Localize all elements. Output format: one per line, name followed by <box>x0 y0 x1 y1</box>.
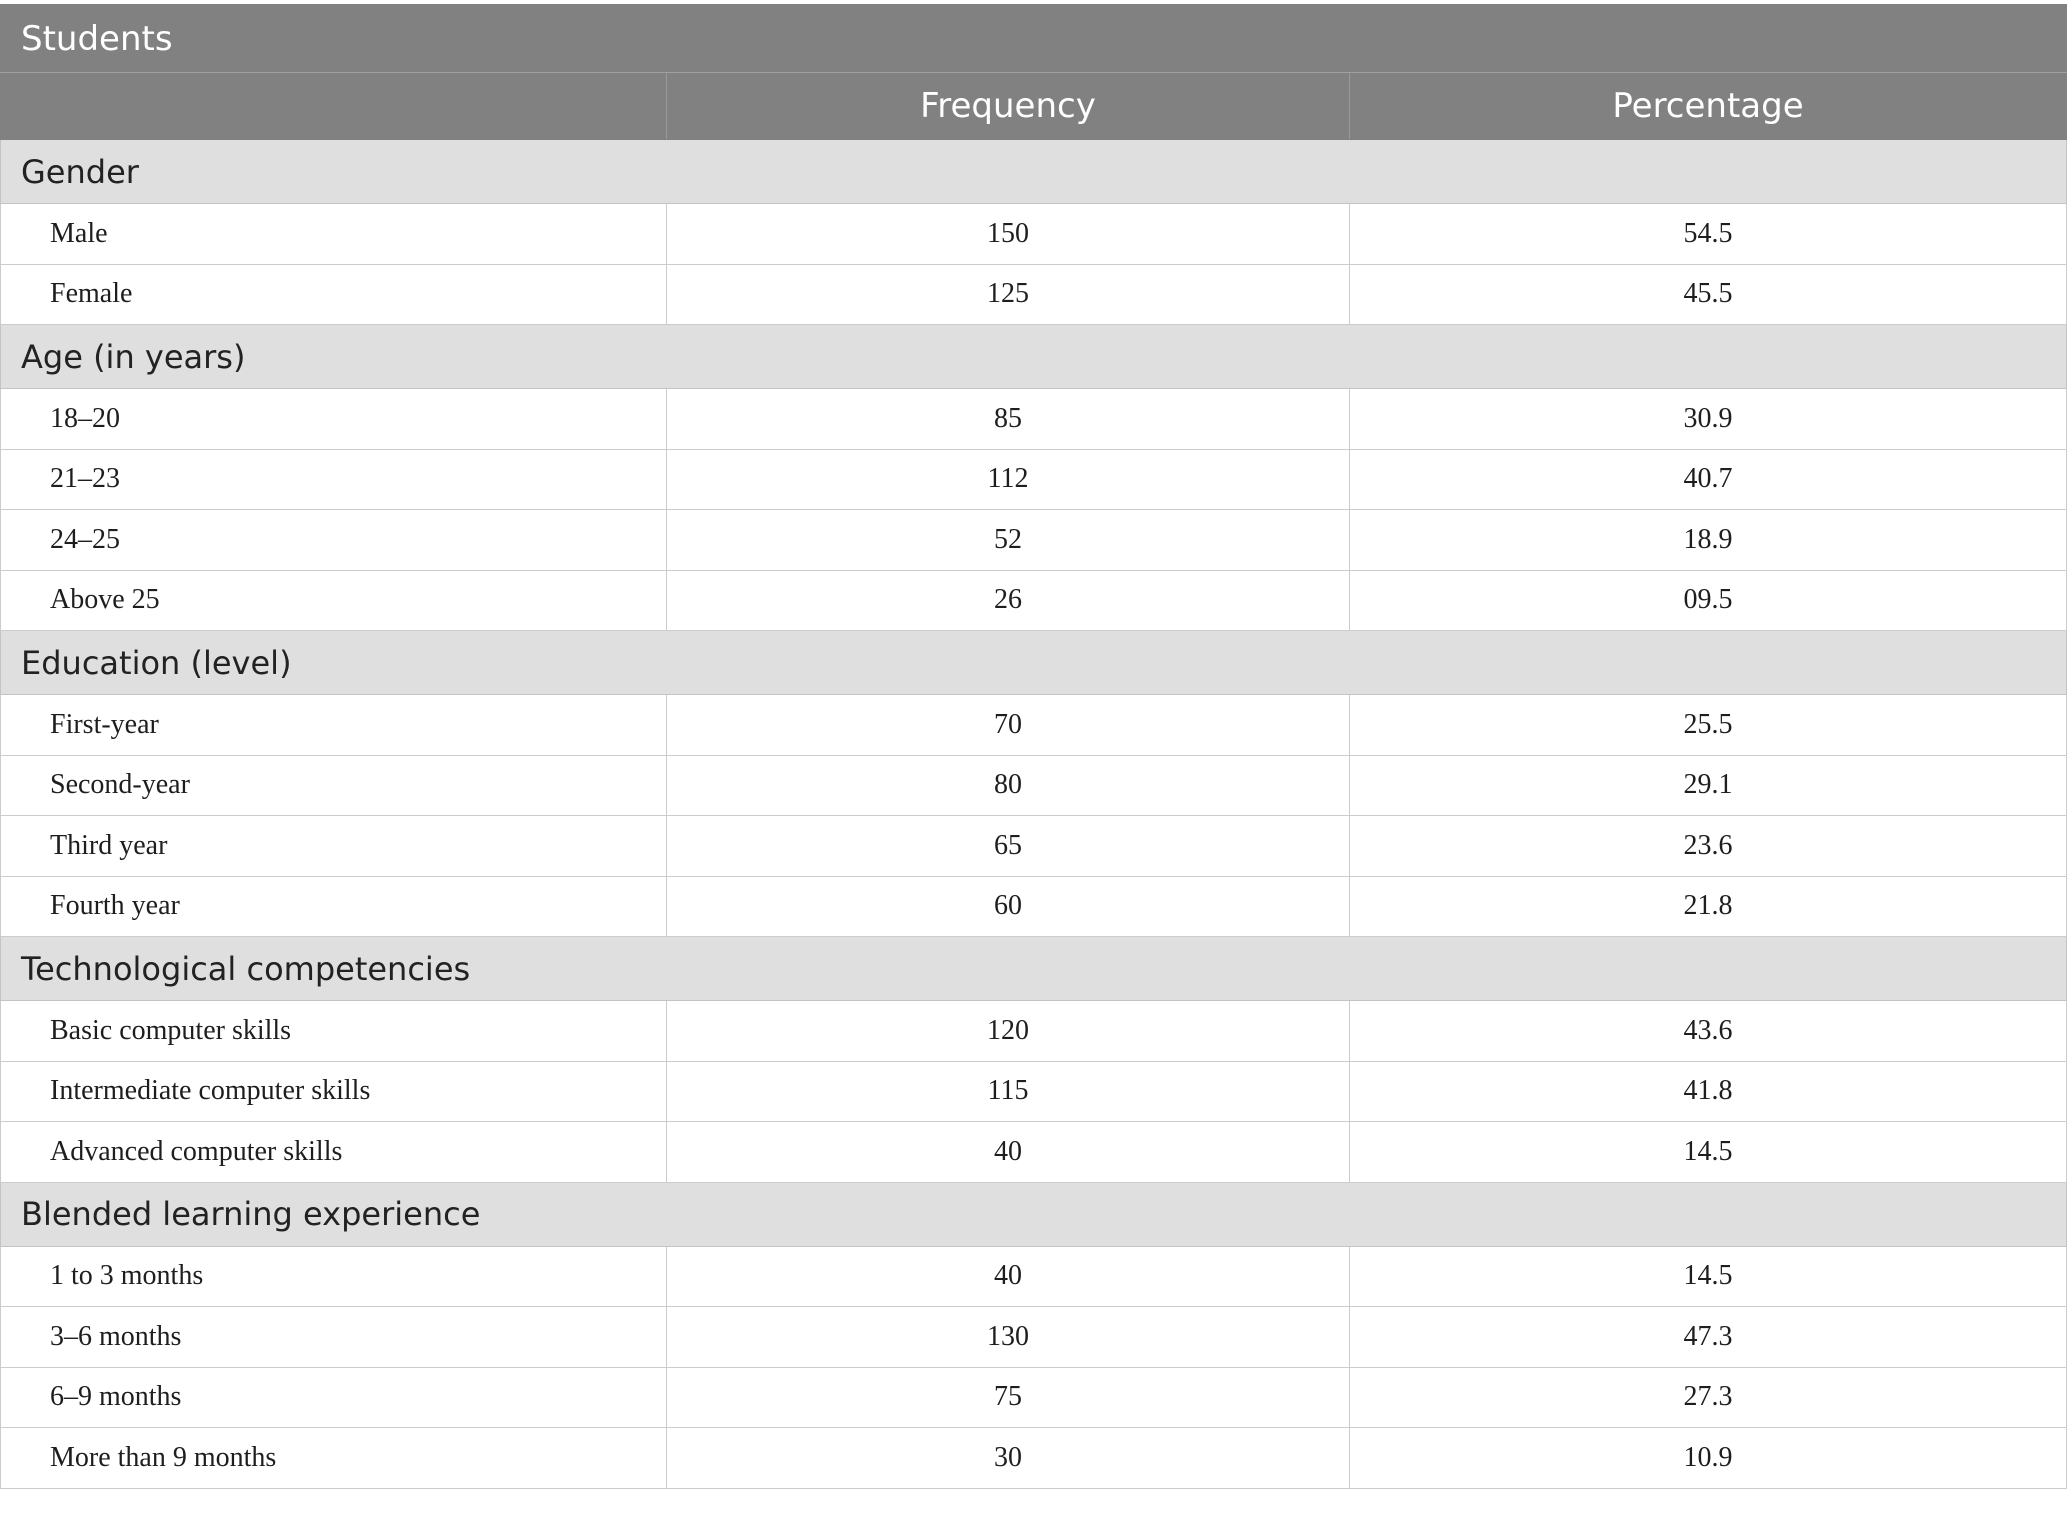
section-header-row <box>1 631 2067 695</box>
table-row <box>1 204 2067 265</box>
row-percentage: 09.5 <box>1350 570 2067 631</box>
table-row <box>1 449 2067 510</box>
table-row <box>1 1122 2067 1183</box>
row-label: Above 25 <box>1 570 667 631</box>
row-percentage: 45.5 <box>1350 264 2067 325</box>
row-frequency: 65 <box>667 816 1350 877</box>
row-label: Fourth year <box>1 876 667 937</box>
row-percentage: 18.9 <box>1350 510 2067 571</box>
row-label: Basic computer skills <box>1 1001 667 1062</box>
table-row <box>1 570 2067 631</box>
row-label: First-year <box>1 695 667 756</box>
row-percentage: 14.5 <box>1350 1246 2067 1307</box>
row-label: 24–25 <box>1 510 667 571</box>
row-label: Third year <box>1 816 667 877</box>
demographics-table <box>0 4 2067 1489</box>
row-percentage: 43.6 <box>1350 1001 2067 1062</box>
row-frequency: 130 <box>667 1307 1350 1368</box>
table-row <box>1 264 2067 325</box>
row-label: More than 9 months <box>1 1428 667 1489</box>
row-frequency: 150 <box>667 204 1350 265</box>
table-row <box>1 695 2067 756</box>
row-frequency: 60 <box>667 876 1350 937</box>
row-label: Second-year <box>1 755 667 816</box>
row-label: 3–6 months <box>1 1307 667 1368</box>
table-title: Students <box>1 5 2067 73</box>
table-row <box>1 1428 2067 1489</box>
row-label: Male <box>1 204 667 265</box>
row-percentage: 30.9 <box>1350 389 2067 450</box>
row-label: 18–20 <box>1 389 667 450</box>
row-percentage: 23.6 <box>1350 816 2067 877</box>
section-header-row <box>1 937 2067 1001</box>
row-frequency: 85 <box>667 389 1350 450</box>
section-header-row <box>1 1182 2067 1246</box>
section-heading: Gender <box>1 140 2067 204</box>
row-percentage: 10.9 <box>1350 1428 2067 1489</box>
row-frequency: 80 <box>667 755 1350 816</box>
row-frequency: 26 <box>667 570 1350 631</box>
column-header-row <box>1 73 2067 140</box>
column-header-frequency: Frequency <box>667 73 1350 140</box>
section-heading: Age (in years) <box>1 325 2067 389</box>
row-frequency: 120 <box>667 1001 1350 1062</box>
row-percentage: 47.3 <box>1350 1307 2067 1368</box>
section-header-row <box>1 325 2067 389</box>
table-row <box>1 510 2067 571</box>
row-frequency: 40 <box>667 1246 1350 1307</box>
row-frequency: 52 <box>667 510 1350 571</box>
row-percentage: 25.5 <box>1350 695 2067 756</box>
row-label: Intermediate computer skills <box>1 1061 667 1122</box>
section-header-row <box>1 140 2067 204</box>
row-frequency: 40 <box>667 1122 1350 1183</box>
table-row <box>1 1307 2067 1368</box>
column-header-percentage: Percentage <box>1350 73 2067 140</box>
row-label: Advanced computer skills <box>1 1122 667 1183</box>
row-frequency: 30 <box>667 1428 1350 1489</box>
row-percentage: 41.8 <box>1350 1061 2067 1122</box>
row-frequency: 115 <box>667 1061 1350 1122</box>
row-frequency: 75 <box>667 1367 1350 1428</box>
table-row <box>1 816 2067 877</box>
table-row <box>1 876 2067 937</box>
table-row <box>1 755 2067 816</box>
row-label: 6–9 months <box>1 1367 667 1428</box>
table-row <box>1 1001 2067 1062</box>
table-row <box>1 389 2067 450</box>
section-heading: Technological competencies <box>1 937 2067 1001</box>
table-title-row <box>1 5 2067 73</box>
row-percentage: 29.1 <box>1350 755 2067 816</box>
row-percentage: 21.8 <box>1350 876 2067 937</box>
table-row <box>1 1061 2067 1122</box>
table-row <box>1 1367 2067 1428</box>
row-label: 1 to 3 months <box>1 1246 667 1307</box>
row-frequency: 112 <box>667 449 1350 510</box>
row-percentage: 54.5 <box>1350 204 2067 265</box>
row-label: Female <box>1 264 667 325</box>
row-frequency: 125 <box>667 264 1350 325</box>
row-frequency: 70 <box>667 695 1350 756</box>
demographics-table-container <box>0 4 2066 1489</box>
column-header-label <box>1 73 667 140</box>
row-percentage: 14.5 <box>1350 1122 2067 1183</box>
section-heading: Education (level) <box>1 631 2067 695</box>
section-heading: Blended learning experience <box>1 1182 2067 1246</box>
row-percentage: 27.3 <box>1350 1367 2067 1428</box>
row-label: 21–23 <box>1 449 667 510</box>
table-row <box>1 1246 2067 1307</box>
row-percentage: 40.7 <box>1350 449 2067 510</box>
